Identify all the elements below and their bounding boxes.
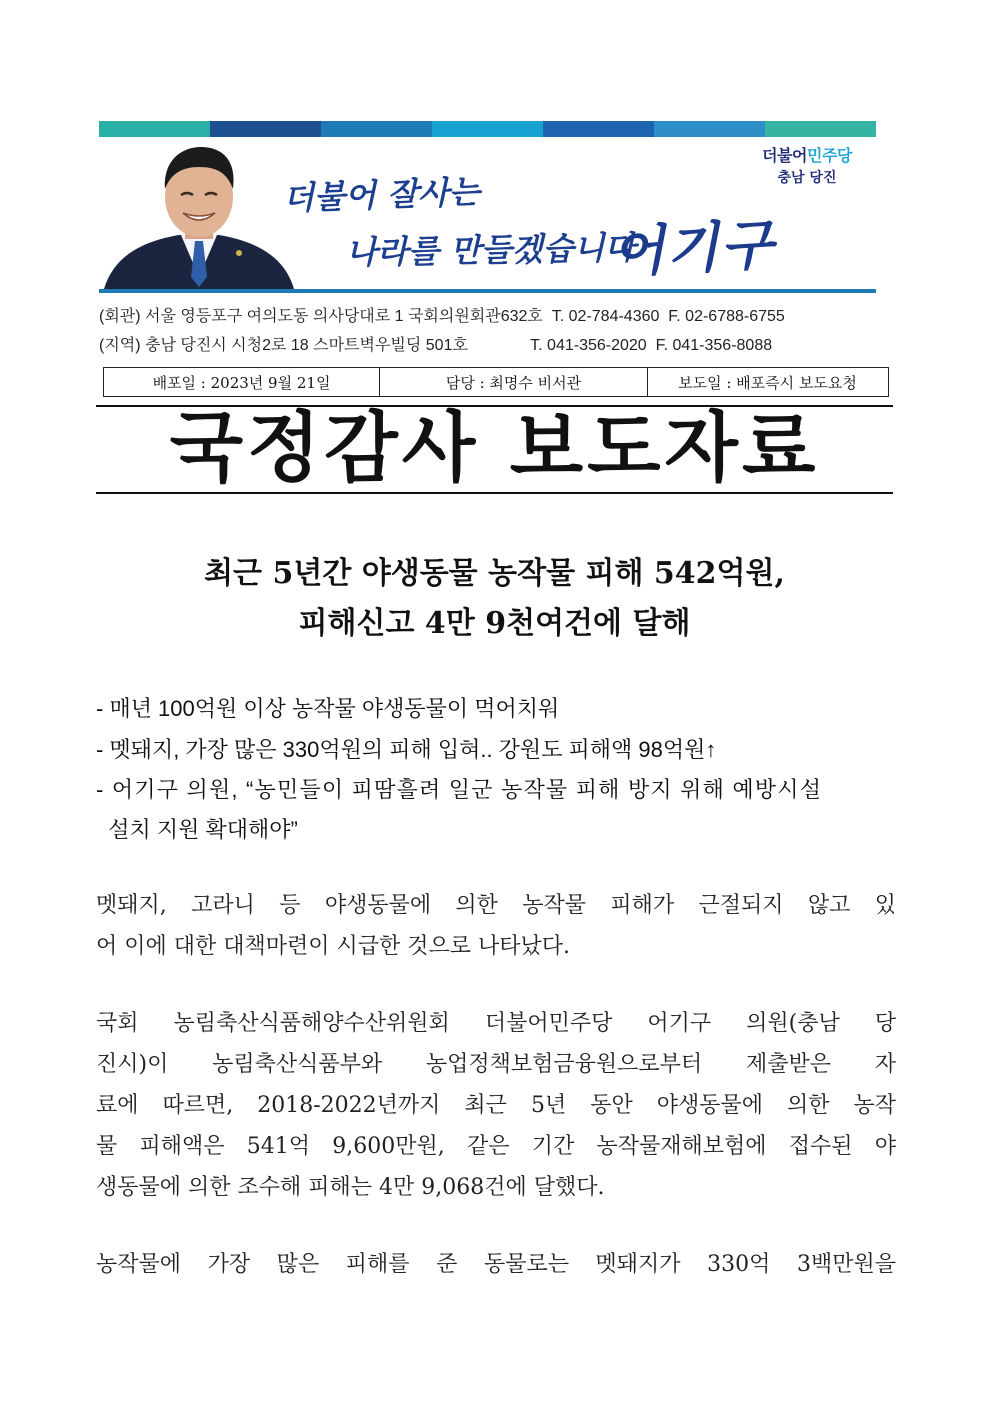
title-rule-bottom [96, 492, 893, 494]
bullet-item: - 매년 100억원 이상 농작물 야생동물이 먹어치워 [96, 696, 560, 721]
bullet-item: - 어기구 의원, “농민들이 피땀흘려 일군 농작물 피해 방지 위해 예방시설 [96, 777, 823, 802]
bullet-item: - 멧돼지, 가장 많은 330억원의 피해 입혀.. 강원도 피해액 98억원↑ [96, 737, 717, 762]
page-title: 국정감사 보도자료 [169, 403, 820, 492]
local-office-address: (지역) 충남 당진시 시청2로 18 스마트벽우빌딩 501호 T. 041-356-2020 F. 041-356-8088 [99, 337, 773, 354]
party-name [752, 143, 862, 166]
color-segment [543, 121, 654, 137]
paragraph-line: 생동물에 의한 조수해 피해는 4만 9,068건에 달했다. [96, 1175, 605, 1200]
portrait-illustration [99, 137, 299, 289]
assembly-office-address: (회관) 서울 영등포구 여의도동 의사당대로 1 국회의원회관632호 T. 02-784-4360 F. 02-6788-6755 [99, 308, 785, 325]
body-paragraph [96, 1244, 896, 1285]
color-segment [765, 121, 876, 137]
embargo-note: 보도일 : 배포즉시 보도요청 [678, 373, 857, 392]
paragraph-line: 료에 따르면, 2018-2022년까지 최근 5년 동안 야생동물에 의한 농작 [96, 1093, 896, 1118]
party-name-prefix: 더불어 [762, 146, 807, 165]
color-segment [654, 121, 765, 137]
slogan-line-2: 나라를 만들겠습니다 [345, 228, 636, 272]
color-segment [321, 121, 432, 137]
color-segment [210, 121, 321, 137]
signature-name: 어기구 [610, 211, 777, 285]
paragraph-line: 물 피해액은 541억 9,600만원, 같은 기간 농작물재해보험에 접수된 야 [96, 1134, 896, 1159]
paragraph-line: 어 이에 대한 대책마련이 시급한 것으로 나타났다. [96, 934, 570, 959]
body-paragraph [96, 885, 896, 967]
paragraph-line: 농작물에 가장 많은 피해를 준 동물로는 멧돼지가 330억 3백만원을 [96, 1252, 896, 1277]
color-segment [432, 121, 543, 137]
banner-underline [99, 289, 876, 293]
bullet-item-continued: 설치 지원 확대해야” [96, 817, 298, 842]
release-info-box [103, 367, 889, 397]
paragraph-line: 국회 농림축산식품해양수산위원회 더불어민주당 어기구 의원(충남 당 [96, 1011, 896, 1036]
slogan-line-1: 더불어 잘사는 [282, 172, 481, 218]
headline-line-2: 피해신고 4만 9천여건에 달해 [298, 606, 691, 641]
politician-portrait [99, 137, 299, 289]
paragraph-line: 진시)이 농림축산식품부와 농업정책보험금융원으로부터 제출받은 자 [96, 1052, 896, 1077]
contact-person: 담당 : 최명수 비서관 [380, 368, 648, 396]
party-logo [752, 143, 862, 187]
release-date: 배포일 : 2023년 9월 21일 [104, 368, 380, 396]
header-color-bar [99, 121, 876, 137]
party-region: 충남 당진 [777, 170, 837, 186]
color-segment [99, 121, 210, 137]
body-paragraph [96, 1003, 896, 1208]
headline-line-1: 최근 5년간 야생동물 농작물 피해 542억원, [204, 556, 785, 591]
paragraph-line: 멧돼지, 고라니 등 야생동물에 의한 농작물 피해가 근절되지 않고 있 [96, 893, 896, 918]
party-name-accent: 민주당 [807, 146, 852, 165]
